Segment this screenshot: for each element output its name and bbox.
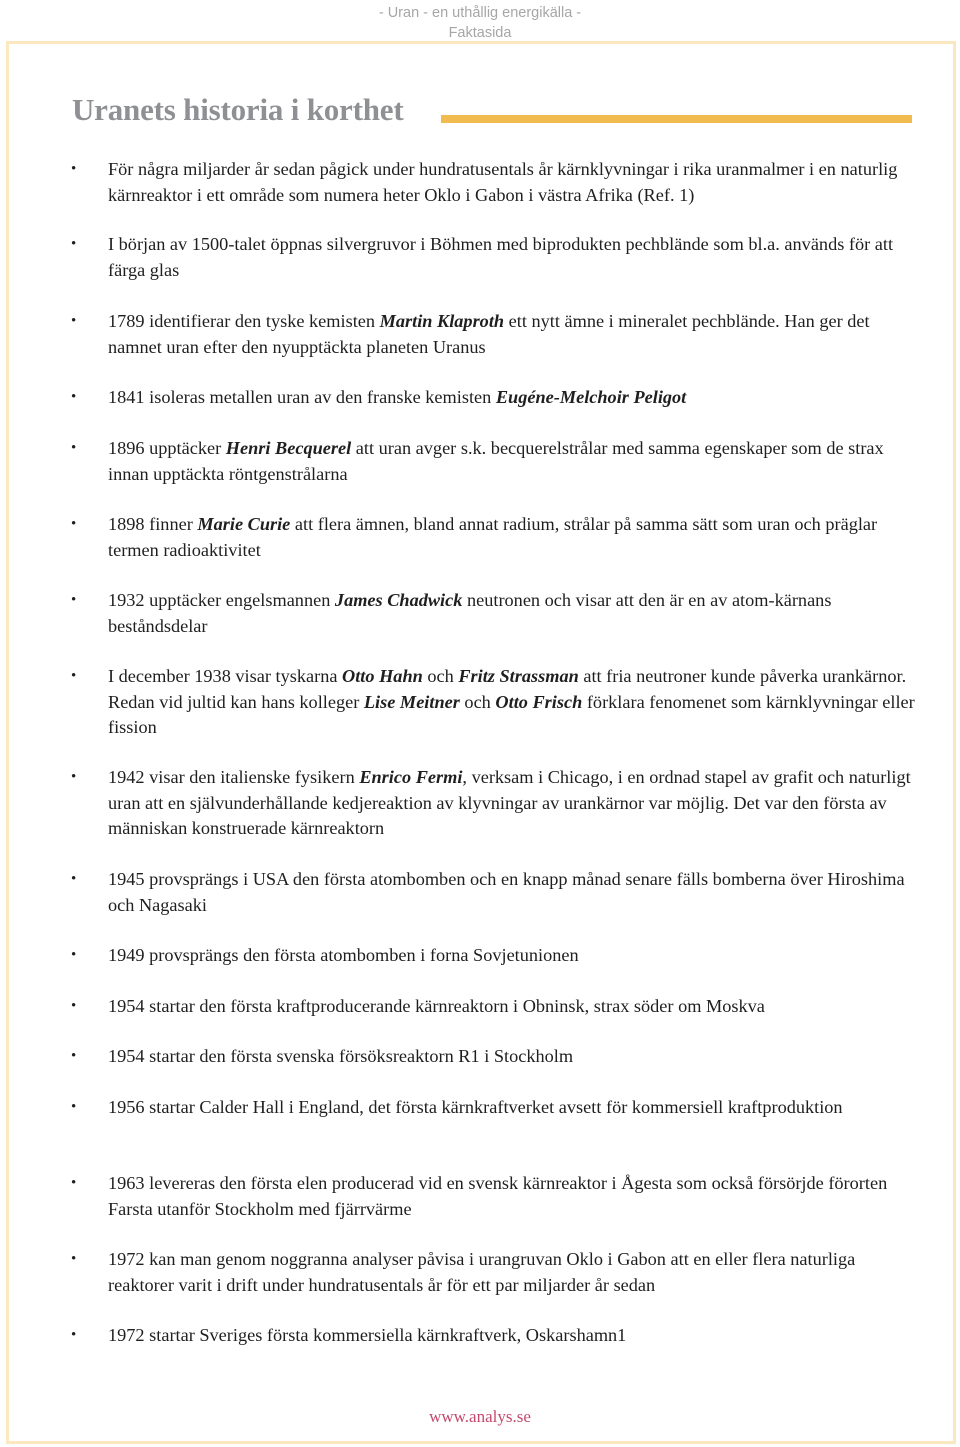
list-item-text <box>108 1044 923 1070</box>
bullet-icon: • <box>71 440 77 456</box>
bullet-icon: • <box>71 1251 77 1267</box>
text-segment: 1932 upptäcker engelsmannen <box>108 590 335 610</box>
bullet-icon: • <box>71 313 77 329</box>
text-segment: 1954 startar den första svenska försöksreaktorn R1 i Stockholm <box>108 1046 574 1066</box>
bullet-icon: • <box>71 1048 77 1064</box>
text-segment: 1963 levereras den första elen producerad vid en svensk kärnreaktor i Ågesta som också försörjde förorten Farsta utanför Stockholm med fjärrvärme <box>108 1173 888 1219</box>
bullet-icon: • <box>71 161 77 177</box>
list-item-text <box>108 309 923 360</box>
list-item-text <box>108 1171 923 1222</box>
page-title: Uranets historia i korthet <box>72 92 404 127</box>
list-item-text <box>108 1323 923 1349</box>
text-segment: , verksam i Chicago, i en ordnad stapel av grafit och naturligt uran att en självunderhållande kedjereaktion av klyvningar av urankärnor var möjlig. Det var den första av människan konstruerade kärnreaktorn <box>108 767 911 838</box>
text-segment: För några miljarder år sedan pågick under hundratusentals år kärnklyvningar i rika uranmalmer i en naturlig kärnreaktor i ett område som numera heter Oklo i Gabon i västra Afrika (Ref. 1) <box>108 159 898 205</box>
text-segment: I december 1938 visar tyskarna <box>108 666 343 686</box>
list-item-text <box>108 512 923 563</box>
list-item-text <box>108 232 923 283</box>
person-name: Martin Klaproth <box>379 311 505 331</box>
bullet-icon: • <box>71 516 77 532</box>
person-name: Eugéne-Melchoir Peligot <box>495 387 687 407</box>
text-segment: 1972 startar Sveriges första kommersiella kärnkraftverk, Oskarshamn1 <box>108 1325 627 1345</box>
header-label: Faktasida <box>448 25 512 41</box>
text-segment: att flera ämnen, bland annat radium, strålar på samma sätt som uran och präglar termen radioaktivitet <box>108 514 878 560</box>
person-name: Otto Hahn <box>342 666 423 686</box>
list-item-text <box>108 994 923 1020</box>
bullet-icon: • <box>71 947 77 963</box>
person-name: Fritz Strassman <box>458 666 579 686</box>
text-segment: 1972 kan man genom noggranna analyser påvisa i urangruvan Oklo i Gabon att en eller flera naturliga reaktorer varit i drift under hundratusentals år för ett par miljarder år sedan <box>108 1249 856 1295</box>
text-segment: att fria neutroner kunde påverka urankärnor. Redan vid jultid kan hans kolleger <box>108 666 907 712</box>
page-header <box>360 3 600 43</box>
list-item-text <box>108 664 923 741</box>
person-name: Otto Frisch <box>495 691 583 712</box>
text-segment: och <box>459 691 496 712</box>
bullet-icon: • <box>71 668 77 684</box>
text-segment: 1945 provsprängs i USA den första atombomben och en knapp månad senare fälls bomberna över Hiroshima och Nagasaki <box>108 869 905 915</box>
person-name: Enrico Fermi <box>359 767 463 787</box>
text-segment: 1841 isoleras metallen uran av den franske kemisten <box>108 387 496 407</box>
text-segment: och <box>422 666 459 686</box>
bullet-icon: • <box>71 769 77 785</box>
list-item-text <box>108 436 923 487</box>
person-name: Lise Meitner <box>363 691 460 712</box>
bullet-icon: • <box>71 236 77 252</box>
text-segment: 1949 provsprängs den första atombomben i forna Sovjetunionen <box>108 945 579 965</box>
list-item-text <box>108 588 923 639</box>
list-item-text <box>108 867 923 918</box>
list-item-text <box>108 765 923 842</box>
text-segment: 1898 finner <box>108 514 198 534</box>
text-segment: neutronen och visar att den är en av atom-kärnans beståndsdelar <box>108 590 832 636</box>
bullet-icon: • <box>71 1175 77 1191</box>
bullet-icon: • <box>71 871 77 887</box>
list-item-text <box>108 157 923 208</box>
title-accent-bar <box>441 115 912 123</box>
bullet-icon: • <box>71 1327 77 1343</box>
text-segment: ett nytt ämne i mineralet pechblände. Han ger det namnet uran efter den nyupptäckta planeten Uranus <box>108 311 870 357</box>
text-segment: I början av 1500-talet öppnas silvergruvor i Böhmen med biprodukten pechblände som bl.a. används för att färga glas <box>108 234 894 280</box>
text-segment: 1896 upptäcker <box>108 438 226 458</box>
footer-link[interactable]: www.analys.se <box>429 1407 531 1426</box>
list-item-text <box>108 1095 923 1121</box>
list-item-text <box>108 385 923 411</box>
text-segment: 1942 visar den italienske fysikern <box>108 767 360 787</box>
list-item-text <box>108 1247 923 1298</box>
bullet-icon: • <box>71 1099 77 1115</box>
list-item-text <box>108 943 923 969</box>
text-segment: 1954 startar den första kraftproducerande kärnreaktorn i Obninsk, strax söder om Moskva <box>108 996 765 1016</box>
person-name: Marie Curie <box>197 514 291 534</box>
header-subtitle: - Uran - en uthållig energikälla - <box>378 5 582 21</box>
text-segment: 1789 identifierar den tyske kemisten <box>108 311 380 331</box>
person-name: Henri Becquerel <box>225 438 352 458</box>
text-segment: att uran avger s.k. becquerelstrålar med samma egenskaper som de strax innan upptäckta röntgenstrålarna <box>108 438 884 484</box>
bullet-icon: • <box>71 998 77 1014</box>
bullet-icon: • <box>71 389 77 405</box>
person-name: James Chadwick <box>334 590 463 610</box>
text-segment: förklara fenomenet som kärnklyvningar eller fission <box>108 691 915 737</box>
bullet-icon: • <box>71 592 77 608</box>
text-segment: 1956 startar Calder Hall i England, det första kärnkraftverket avsett för kommersiell kraftproduktion <box>108 1097 843 1117</box>
